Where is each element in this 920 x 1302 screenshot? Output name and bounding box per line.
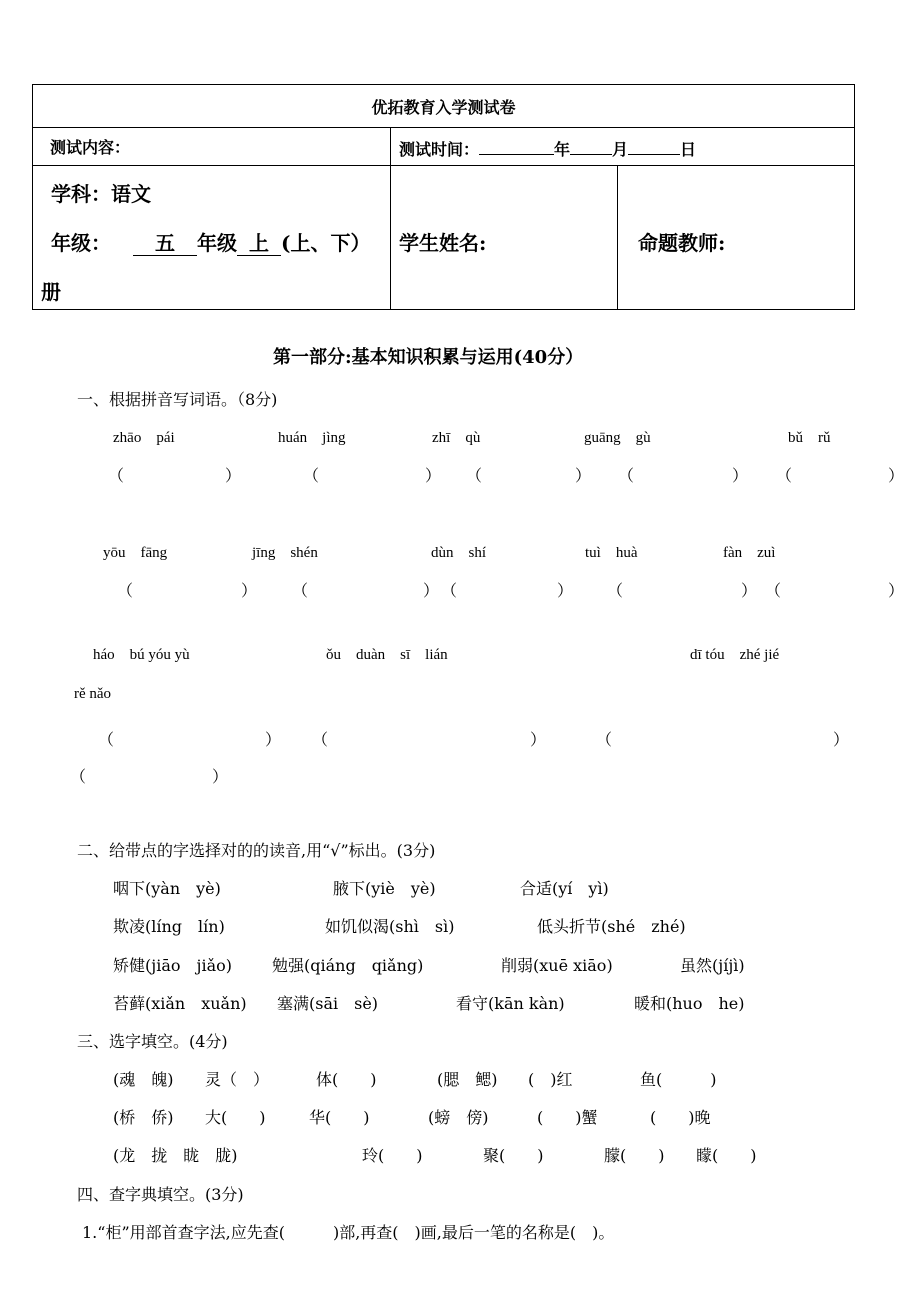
paren-open: （ <box>607 581 624 600</box>
reading-choice: 苔藓(xiǎn xuǎn) <box>113 994 247 1013</box>
subject-line <box>51 178 151 207</box>
paren-open: （ <box>98 730 115 749</box>
paren-close: ） <box>425 466 442 485</box>
char-choice: 矇( ) <box>696 1146 757 1165</box>
reading-choice: 咽下(yàn yè) <box>113 879 221 898</box>
char-choice: (腮 鳃) <box>437 1070 498 1089</box>
student-cell <box>391 166 618 310</box>
pinyin-item: tuì huà <box>585 545 638 561</box>
paren-close: ） <box>888 581 905 600</box>
grade-line <box>51 227 370 256</box>
test-time-cell <box>391 128 855 166</box>
reading-choice: 矫健(jiāo jiǎo) <box>113 956 232 975</box>
char-choice: (魂 魄) <box>113 1070 174 1089</box>
char-choice: 玲( ) <box>362 1146 423 1165</box>
reading-choice: 如饥似渴(shì sì) <box>325 917 455 936</box>
pinyin-item: jīng shén <box>252 545 318 561</box>
reading-choice: 削弱(xuē xiāo) <box>501 956 613 975</box>
day-label: 日 <box>680 139 697 159</box>
paren-close: ） <box>212 767 229 786</box>
paren-close: ） <box>265 730 282 749</box>
paren-open: （ <box>303 466 320 485</box>
paren-open: （ <box>776 466 793 485</box>
book-label: 册 <box>41 280 61 304</box>
pinyin-item: guāng gù <box>584 430 651 446</box>
paren-close: ） <box>575 466 592 485</box>
char-choice: (桥 侨) <box>113 1108 174 1127</box>
char-choice: ( )晚 <box>650 1108 711 1127</box>
subject-label: 学科： <box>51 182 111 206</box>
paren-close: ） <box>557 581 574 600</box>
char-choice: 体( ) <box>316 1070 377 1089</box>
char-choice: 华( ) <box>309 1108 370 1127</box>
grade-label: 年级： <box>51 231 111 255</box>
reading-choice: 低头折节(shé zhé) <box>537 917 686 936</box>
reading-choice: 看守(kān kàn) <box>456 994 565 1013</box>
pinyin-item: ǒu duàn sī lián <box>326 647 448 663</box>
reading-choice: 勉强(qiáng qiǎng) <box>272 956 424 975</box>
time-label: 测试时间： <box>399 139 480 159</box>
pinyin-item: yōu fāng <box>103 545 168 561</box>
grade-value: 五 <box>133 231 197 256</box>
subject-grade-cell <box>33 166 391 310</box>
reading-choice: 暖和(huo he) <box>634 994 745 1013</box>
month-blank[interactable] <box>570 134 612 155</box>
q2-title: 二、给带点的字选择对的的读音,用“√”标出。(3分) <box>77 841 436 860</box>
paren-open: （ <box>108 466 125 485</box>
reading-choice: 合适(yí yì) <box>520 879 609 898</box>
pinyin-item: dī tóu zhé jié <box>690 647 780 663</box>
char-choice: 鱼( ) <box>640 1070 717 1089</box>
paren-close: ） <box>530 730 547 749</box>
paren-close: ） <box>241 581 258 600</box>
subject-value: 语文 <box>111 182 151 206</box>
header-table <box>32 84 855 310</box>
char-choice: 大( ) <box>205 1108 266 1127</box>
paren-close: ） <box>732 466 749 485</box>
paren-close: ） <box>423 581 440 600</box>
month-label: 月 <box>612 139 629 159</box>
reading-choice: 腋下(yiè yè) <box>333 879 436 898</box>
char-choice: ( )蟹 <box>537 1108 598 1127</box>
char-choice: 朦( ) <box>604 1146 665 1165</box>
q4-item-1: 1.“柜”用部首查字法,应先查( )部,再查( )画,最后一笔的名称是( )。 <box>82 1223 615 1242</box>
char-choice: 灵（ ） <box>205 1070 270 1089</box>
pinyin-item: fàn zuì <box>723 545 776 561</box>
q3-title: 三、选字填空。(4分) <box>77 1032 228 1051</box>
paren-open: （ <box>70 767 87 786</box>
pinyin-item: huán jìng <box>278 430 346 446</box>
reading-choice: 塞满(sāi sè) <box>277 994 379 1013</box>
year-label: 年 <box>554 139 571 159</box>
paren-open: （ <box>312 730 329 749</box>
paren-open: （ <box>292 581 309 600</box>
char-choice: (螃 傍) <box>428 1108 489 1127</box>
pinyin-item: rě nǎo <box>74 686 112 702</box>
test-title: 优拓教育入学测试卷 <box>33 85 855 128</box>
pinyin-item: háo bú yóu yù <box>93 647 190 663</box>
teacher-cell <box>618 166 855 310</box>
paren-close: ） <box>833 730 850 749</box>
char-choice: (龙 拢 眬 胧) <box>113 1146 238 1165</box>
term-options: (上、下） <box>281 231 371 255</box>
paren-open: （ <box>765 581 782 600</box>
paren-close: ） <box>741 581 758 600</box>
char-choice: 聚( ) <box>483 1146 544 1165</box>
pinyin-item: bǔ rǔ <box>788 430 831 446</box>
pinyin-item: zhī qù <box>432 430 481 446</box>
q1-title: 一、根据拼音写词语。（8分) <box>77 390 278 409</box>
term-value: 上 <box>237 231 281 256</box>
teacher-label: 命题教师: <box>638 231 726 255</box>
reading-choice: 欺凌(líng lín) <box>113 917 225 936</box>
paren-close: ） <box>888 466 905 485</box>
char-choice: ( )红 <box>528 1070 573 1089</box>
paren-open: （ <box>618 466 635 485</box>
student-name-label: 学生姓名: <box>399 231 487 255</box>
paren-open: （ <box>441 581 458 600</box>
paren-open: （ <box>117 581 134 600</box>
reading-choice: 虽然(jíjì) <box>680 956 745 975</box>
year-blank[interactable] <box>479 134 554 155</box>
day-blank[interactable] <box>628 134 680 155</box>
content-label: 测试内容： <box>33 128 391 166</box>
grade-suffix: 年级 <box>197 231 237 255</box>
paren-open: （ <box>596 730 613 749</box>
paren-open: （ <box>466 466 483 485</box>
part1-title: 第一部分:基本知识积累与运用(40分） <box>273 347 584 368</box>
pinyin-item: zhāo pái <box>113 430 175 446</box>
pinyin-item: dùn shí <box>431 545 487 561</box>
paren-close: ） <box>225 466 242 485</box>
q4-title: 四、查字典填空。(3分) <box>77 1185 244 1204</box>
